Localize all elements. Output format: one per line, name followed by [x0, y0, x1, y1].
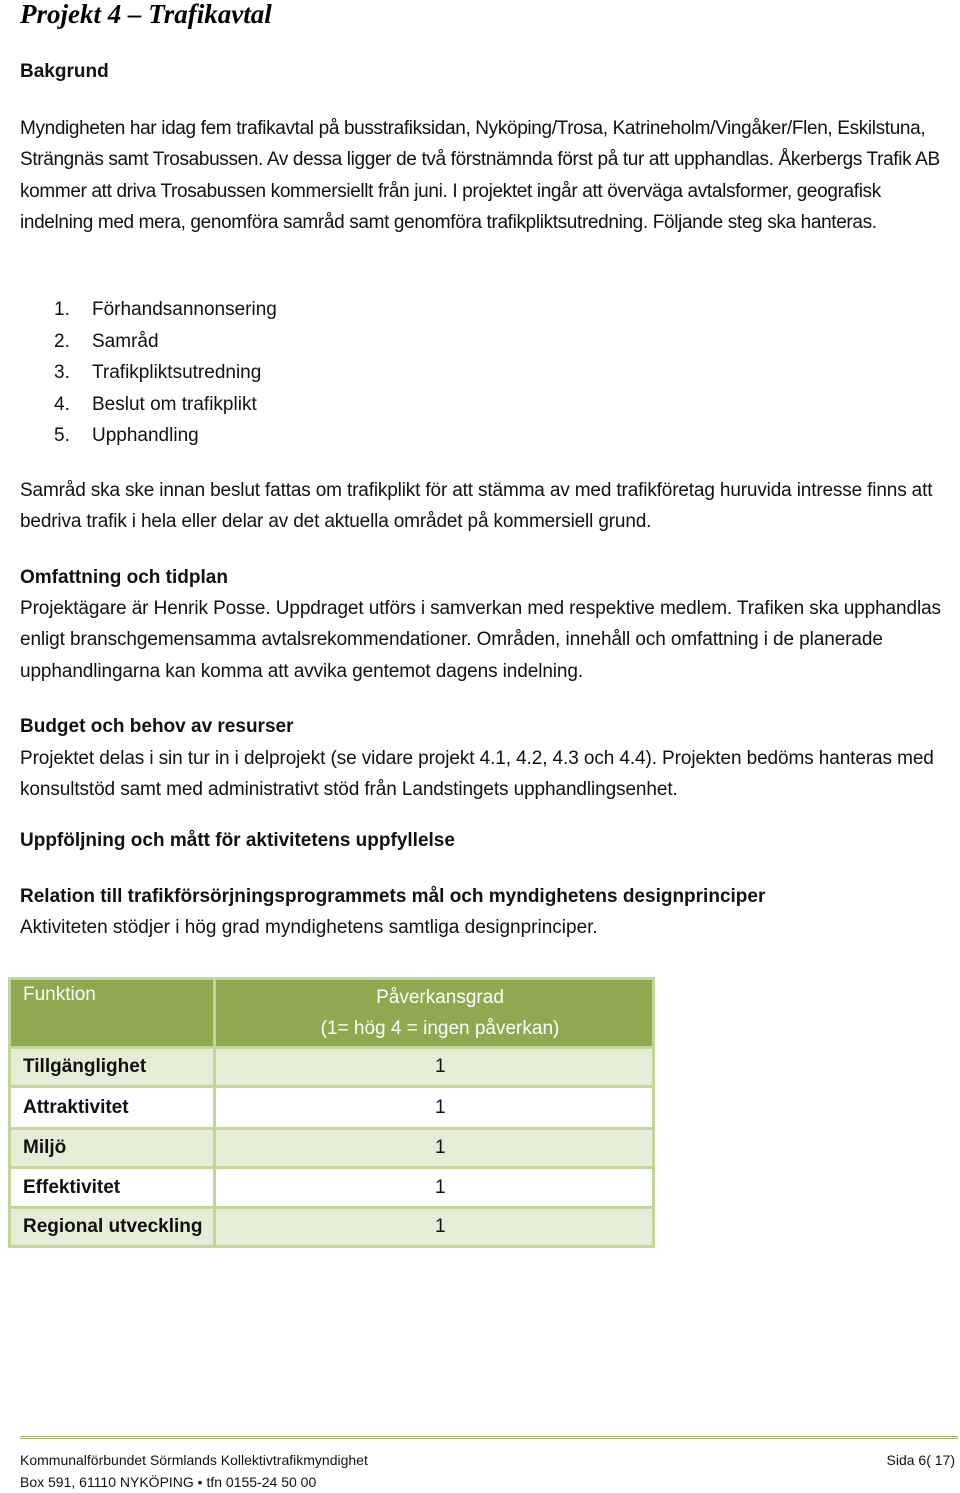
heading-relation: Relation till trafikförsörjningsprogrammets mål och myndighetens designprinciper [20, 886, 766, 907]
list-item: 2. Samråd [54, 330, 159, 352]
heading-bakgrund: Bakgrund [20, 61, 109, 82]
paragraph-bakgrund-outro: Samråd ska ske innan beslut fattas om trafikplikt för att stämma av med trafikföretag huruvida intresse finns att bedriva trafik i hela eller delar av det aktuella området på kommersiell grund. [20, 480, 933, 533]
table-header-funktion: Funktion [10, 979, 215, 1048]
footer-page-number: Sida 6( 17) [886, 1452, 955, 1468]
table-row: Attraktivitet 1 [10, 1087, 654, 1129]
paragraph-bakgrund-intro: Myndigheten har idag fem trafikavtal på busstrafiksidan, Nyköping/Trosa, Katrineholm/Vingåker/Flen, Eskilstuna, Strängnäs samt Trosabussen. Av dessa ligger de två förstnämnda först på tur att upphandlas. Åkerbergs Trafik AB kommer att driva Trosabussen kommersiellt från juni. I projektet ingår att överväga avtalsformer, geografisk indelning med mera, genomföra samråd samt genomföra trafikpliktsutredning. Följande steg ska hanteras. [20, 118, 940, 233]
paragraph-relation: Aktiviteten stödjer i hög grad myndighetens samtliga designprinciper. [20, 917, 598, 938]
list-item: 4. Beslut om trafikplikt [54, 393, 257, 415]
table-header-row [10, 979, 654, 1048]
list-item: 5. Upphandling [54, 425, 199, 446]
steps-list [54, 294, 277, 452]
table-row: Miljö 1 [10, 1129, 654, 1168]
list-item: 3. Trafikpliktsutredning [54, 362, 262, 383]
heading-uppfoljning: Uppföljning och mått för aktivitetens uppfyllelse [20, 830, 455, 851]
table-row: Effektivitet 1 [10, 1168, 654, 1208]
table-row: Regional utveckling 1 [10, 1208, 654, 1247]
table-row: Tillgänglighet 1 [10, 1048, 654, 1087]
paragraph-budget: Projektet delas i sin tur in i delprojekt (se vidare projekt 4.1, 4.2, 4.3 och 4.4). Projekten bedöms hanteras med konsultstöd samt med administrativt stöd från Landstingets upphandlingsenhet. [20, 748, 934, 801]
footer-divider [20, 1436, 958, 1439]
heading-budget: Budget och behov av resurser [20, 716, 294, 737]
paragraph-omfattning: Projektägare är Henrik Posse. Uppdraget utförs i samverkan med respektive medlem. Trafiken ska upphandlas enligt branschgemensamma avtalsrekommendationer. Områden, innehåll och omfattning i de planerade upphandlingarna kan komma att avvika gentemot dagens indelning. [20, 598, 941, 682]
impact-table [8, 977, 655, 1248]
list-item: 1. Förhandsannonsering [54, 299, 277, 320]
footer-address: Box 591, 61110 NYKÖPING • tfn 0155-24 50 00 [20, 1474, 317, 1490]
heading-omfattning: Omfattning och tidplan [20, 567, 228, 588]
page-title: Projekt 4 – Trafikavtal [20, 0, 272, 29]
table-header-paverkansgrad: Påverkansgrad (1= hög 4 = ingen påverkan) [215, 979, 654, 1048]
footer-org: Kommunalförbundet Sörmlands Kollektivtrafikmyndighet [20, 1452, 368, 1468]
